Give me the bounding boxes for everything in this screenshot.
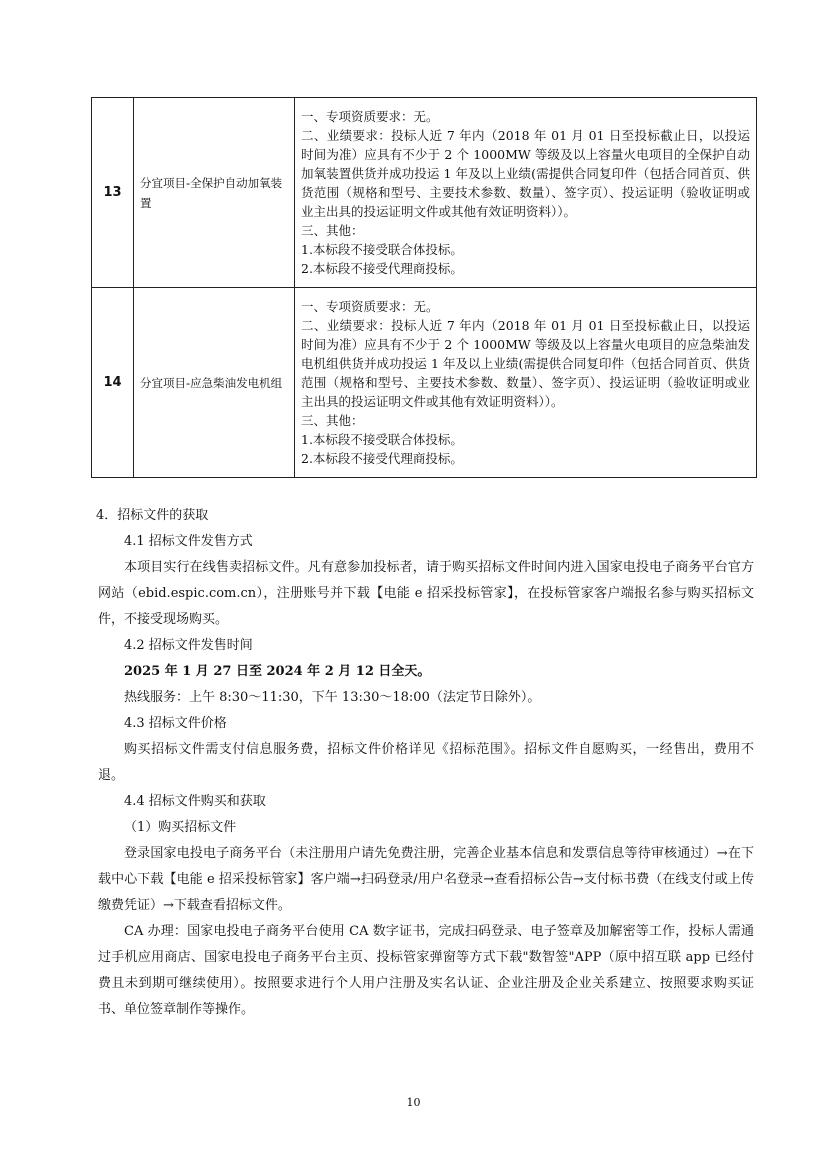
section-heading: 4．招标文件的获取	[96, 508, 209, 523]
section-4-body	[98, 503, 754, 1023]
paragraph: 本项目实行在线售卖招标文件。凡有意参加投标者，请于购买招标文件时间内进入国家电投电子商务平台官方网站（ebid.espic.com.cn），注册账号并下载【电能 e 招采投标管家】，在投标管家客户端报名参与购买招标文件，不接受现场购买。	[98, 560, 754, 627]
subsection-heading: 4.4 招标文件购买和获取	[124, 794, 266, 809]
requirement-line: 2.本标段不接受代理商投标。	[301, 450, 463, 466]
requirement-line: 2.本标段不接受代理商投标。	[301, 260, 463, 276]
paragraph: 登录国家电投电子商务平台（未注册用户请先免费注册，完善企业基本信息和发票信息等待审核通过）→在下载中心下载【电能 e 招采投标管家】客户端→扫码登录/用户名登录→查看招标公告→支付标书费（在线支付或上传缴费凭证）→下载查看招标文件。	[98, 846, 754, 913]
table-row	[92, 288, 757, 478]
sale-period: 2025 年 1 月 27 日至 2024 年 2 月 12 日全天。	[124, 664, 431, 679]
requirement-line: 一、专项资质要求：无。	[301, 298, 439, 314]
subsection-heading: 4.3 招标文件价格	[124, 716, 227, 731]
table-row	[92, 98, 757, 288]
requirements-cell	[295, 98, 757, 288]
page-number: 10	[406, 1096, 421, 1109]
requirement-line: 1.本标段不接受联合体投标。	[301, 241, 463, 257]
requirement-line: 三、其他：	[301, 222, 364, 238]
requirement-line: 二、业绩要求：投标人近 7 年内（2018 年 01 月 01 日至投标截止日，以投运时间为准）应具有不少于 2 个 1000MW 等级及以上容量火电项目的应急柴油发电机组供货并成功投运 1 年及以上业绩(需提供合同复印件（包括合同首页、供货范围（规格和型号、主要技术参数、数量）、签字页）、投运证明（验收证明或业主出具的投运证明文件或其他有效证明资料））。	[301, 317, 750, 409]
lot-name: 分宜项目-全保护自动加氧装置	[134, 98, 295, 288]
lot-name: 分宜项目-应急柴油发电机组	[134, 288, 295, 478]
hotline-text: 热线服务：上午 8:30～11:30，下午 13:30～18:00（法定节日除外）。	[124, 690, 541, 705]
requirement-line: 三、其他：	[301, 412, 364, 428]
requirements-table	[91, 97, 757, 478]
paragraph: CA 办理：国家电投电子商务平台使用 CA 数字证书，完成扫码登录、电子签章及加解密等工作，投标人需通过手机应用商店、国家电投电子商务平台主页、投标管家弹窗等方式下载"数智签"APP（原中招互联 app 已经付费且未到期可继续使用）。按照要求进行个人用户注册及实名认证、企业注册及企业关系建立、按照要求购买证书、单位签章制作等操作。	[98, 924, 754, 1017]
sub-item-heading: （1）购买招标文件	[124, 820, 237, 835]
requirement-line: 二、业绩要求：投标人近 7 年内（2018 年 01 月 01 日至投标截止日，以投运时间为准）应具有不少于 2 个 1000MW 等级及以上容量火电项目的全保护自动加氧装置供货并成功投运 1 年及以上业绩(需提供合同复印件（包括合同首页、供货范围（规格和型号、主要技术参数、数量）、签字页）、投运证明（验收证明或业主出具的投运证明文件或其他有效证明资料））。	[301, 127, 750, 219]
requirements-cell	[295, 288, 757, 478]
row-number: 13	[92, 98, 134, 288]
paragraph: 购买招标文件需支付信息服务费，招标文件价格详见《招标范围》。招标文件自愿购买，一经售出，费用不退。	[98, 742, 754, 783]
requirement-line: 1.本标段不接受联合体投标。	[301, 431, 463, 447]
subsection-heading: 4.1 招标文件发售方式	[124, 534, 253, 549]
row-number: 14	[92, 288, 134, 478]
requirement-line: 一、专项资质要求：无。	[301, 108, 439, 124]
subsection-heading: 4.2 招标文件发售时间	[124, 638, 253, 653]
